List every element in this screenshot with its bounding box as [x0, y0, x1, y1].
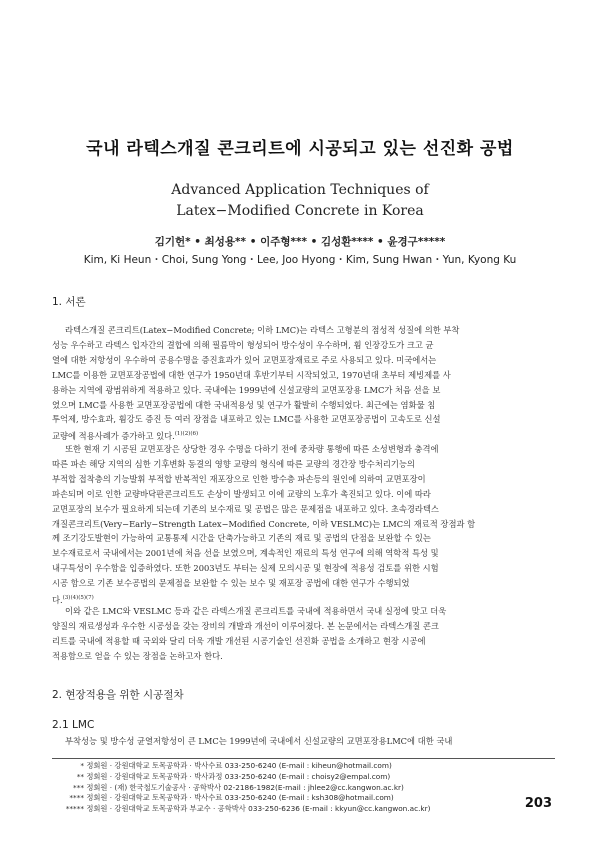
paragraph-line: 투억제, 방수효과, 휨강도 증진 등 여러 장점을 내포하고 있는 LMC를 사용한 교면포장공법이 고속도로 신설	[52, 414, 441, 425]
paragraph-line: 성능 우수하고 라텍스 입자간의 결합에 의해 필름막이 형성되어 방수성이 우수하며, 휨 인장강도가 크고 균	[52, 339, 434, 350]
paper-title-korean: 국내 라텍스개질 콘크리트에 시공되고 있는 선진화 공법	[86, 139, 514, 159]
footnote-row: **** 정회원 · 강원대학교 토목공학과 · 박사수료 033-250-6240 (E-mail : ksh308@hotmail.com)	[69, 793, 394, 803]
footnote-row: * 정회원 · 강원대학교 토목공학과 · 박사수료 033-250-6240 (E-mail : kiheun@hotmail.com)	[80, 761, 392, 770]
paragraph-line: 내구특성이 우수함을 입증하였다. 또한 2003년도 부터는 실제 모의시공 및 현장에 적용성 검토를 위한 시험	[52, 563, 439, 574]
footnote-row: ***** 정회원 · 강원대학교 토목공학과 부교수 · 공학박사 033-250-6236 (E-mail : kkyun@cc.kangwon.ac.kr)	[65, 804, 431, 814]
paragraph-line: 보수재료로서 국내에서는 2001년에 처음 선을 보였으며, 계속적인 재료의 특성 연구에 의해 역학적 특성 및	[52, 548, 439, 559]
page-number: 203	[524, 796, 552, 811]
paragraph-line: 시공 함으로 기존 보수공법의 문제점을 보완할 수 있는 보수 및 재포장 공법에 대한 연구가 수행되었	[52, 578, 410, 589]
authors-english: Kim, Ki Heun・Choi, Sung Yong・Lee, Joo Hyong・Kim, Sung Hwan・Yun, Kyong Ku	[83, 254, 517, 266]
paragraph-1	[52, 323, 555, 444]
paper-title-english	[0, 180, 600, 222]
paragraph-line: 부적합 접착층의 기능발휘 부적합 반복적인 재포장으로 인한 방수층 파손등의 원인에 의하여 교면포장이	[52, 473, 426, 484]
paragraph-line: 교면포장의 보수가 필요하게 되는데 기존의 보수재료 및 공법은 많은 문제점을 내포하고 있다. 초속경라텍스	[52, 503, 439, 514]
paragraph-line: 다.$^{(3)(4)(5)(7)}$	[52, 594, 94, 605]
paragraph-line: 용하는 지역에 광범위하게 적용하고 있다. 국내에는 1999년에 신설교량의 교면포장용 LMC가 처음 선을 보	[52, 384, 441, 395]
author-footnotes	[62, 761, 552, 815]
paragraph-3	[52, 604, 555, 664]
paragraph-line: 께 조기강도발현이 가능하여 교통통제 시간을 단축가능하고 기존의 재료 및 공법의 단점을 보완할 수 있는	[52, 533, 431, 544]
section-2-1-heading: 2.1 LMC	[52, 719, 95, 731]
paragraph-2	[52, 442, 555, 608]
paragraph-line: 교량에 적용사례가 증가하고 있다.$^{(1)(2)(6)}$	[52, 431, 199, 442]
paragraph-line: 개질콘크리트(Very−Early−Strength Latex−Modified Concrete, 이하 VESLMC)는 LMC의 재료적 장점과 함	[52, 518, 476, 529]
paragraph-line: 따른 파손 해당 지역의 심한 기후변화 동결의 영향 교량의 형식에 따른 교량의 경간장 방수처리기능의	[52, 458, 415, 469]
section-2-heading: 2. 현장적용을 위한 시공절차	[52, 689, 184, 701]
paragraph-line: 이와 같은 LMC와 VESLMC 등과 같은 라텍스개질 콘크리트를 국내에 적용하면서 국내 실정에 맞고 더욱	[65, 606, 447, 616]
paragraph-line: 양질의 재료생성과 우수한 시공성을 갖는 장비의 개발과 개선이 이루어졌다. 본 논문에서는 라텍스개질 콘크	[52, 620, 439, 631]
paragraph-line: 였으며 LMC를 사용한 교면포장공법에 대한 국내적용성 및 연구가 활발히 수행되었다. 최근에는 염화물 침	[52, 399, 436, 410]
footnote-row: *** 정회원 · (재) 한국철도기술공사 · 공학박사 02-2186-1982(E-mail : jhlee2@cc.kangwon.ac.kr)	[73, 782, 404, 792]
paragraph-line: 파손되며 이로 인한 교량바닥판콘크리트도 손상이 발생되고 이에 교량의 노후가 촉진되고 있다. 이에 따라	[52, 488, 431, 499]
paragraph-line: 부착성능 및 방수성 균열저항성이 큰 LMC는 1999년에 국내에서 신설교량의 교면포장용LMC에 대한 국내	[65, 736, 453, 746]
citation-superscript: (1)(2)(6)	[174, 431, 199, 438]
paragraph-line: 리트를 국내에 적용할 때 국외와 달리 더욱 개발 개선된 시공기술인 선진화 공법을 소개하고 현장 시공에	[52, 635, 426, 646]
paragraph-line: 적용함으로 얻을 수 있는 장점을 논하고자 한다.	[52, 650, 223, 661]
paragraph-4	[52, 734, 555, 749]
footnote-divider	[52, 758, 555, 759]
footnote-row: ** 정회원 · 강원대학교 토목공학과 · 박사과정 033-250-6240 (E-mail : choisy2@empal.com)	[76, 771, 391, 781]
section-1-heading: 1. 서론	[52, 296, 86, 308]
paragraph-line: LMC를 이용한 교면포장공법에 대한 연구가 1950년대 후반기부터 시작되었고, 1970년대 초부터 제빙제를 사	[52, 369, 451, 380]
paper-title-english-line-1: Advanced Application Techniques of	[171, 182, 429, 198]
authors-korean: 김기헌* • 최성용** • 이주형*** • 김성환**** • 윤경구*****	[154, 236, 446, 248]
paragraph-line: 라텍스개질 콘크리트(Latex−Modified Concrete; 이하 LMC)는 라텍스 고형분의 점성적 성질에 의한 부착	[65, 325, 460, 335]
paragraph-line: 열에 대한 저항성이 우수하여 공용수명을 증진효과가 있어 교면포장재료로 주로 사용되고 있다. 미국에서는	[52, 354, 437, 365]
paper-title-english-line-2: Latex−Modified Concrete in Korea	[176, 203, 424, 219]
citation-superscript: (3)(4)(5)(7)	[62, 595, 94, 602]
paragraph-line: 또한 현재 기 시공된 교면포장은 상당한 경우 수명을 다하기 전에 중차량 통행에 따른 소성변형과 충격에	[65, 444, 439, 454]
